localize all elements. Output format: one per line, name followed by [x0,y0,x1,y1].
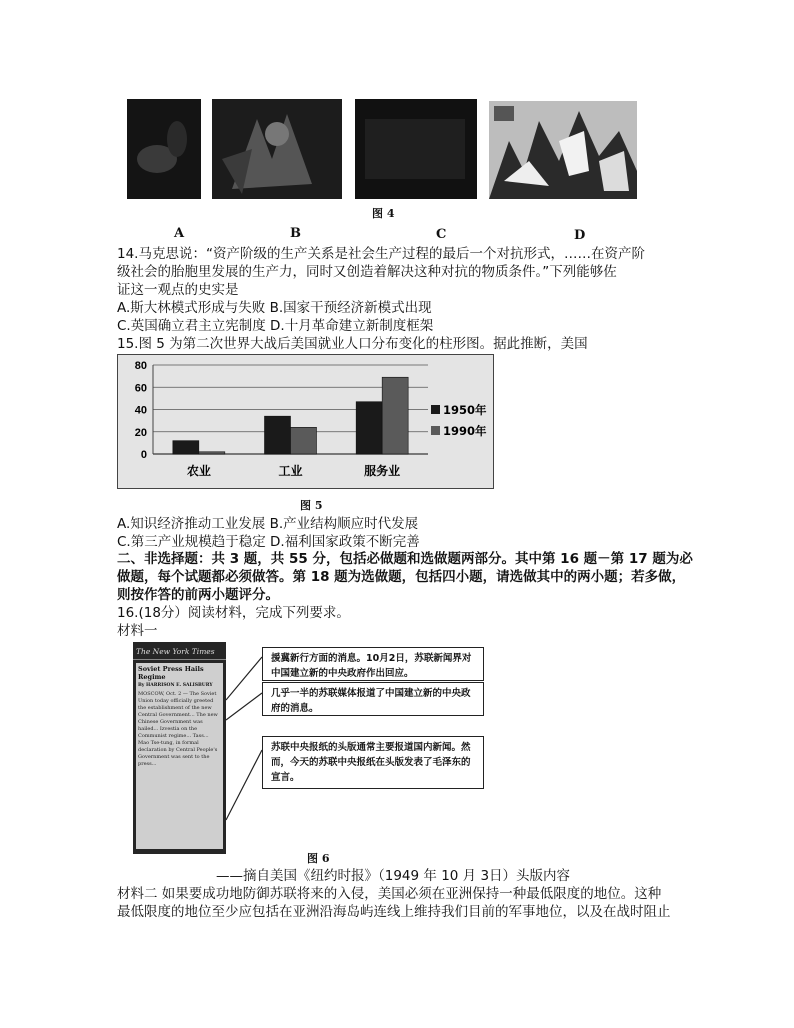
fig4-label-c: C [436,227,447,242]
q14-option-ab: A.斯大林模式形成与失败 B.国家干预经济新模式出现 [117,300,432,316]
q16-stem: 16.(18分）阅读材料，完成下列要求。 [117,605,350,621]
legend-swatch [431,426,440,435]
bar [173,441,199,454]
q15-option-ab: A.知识经济推动工业发展 B.产业结构顺应时代发展 [117,516,419,532]
callout-connectors [226,645,266,845]
fig4-label-d: D [574,228,586,243]
y-tick-label: 20 [134,426,147,439]
section2-line-1: 二、非选择题：共 3 题，共 55 分，包括必做题和选做题两部分。其中第 16 题－第 17 题为必 [117,551,693,567]
x-category-label: 农业 [186,464,211,478]
legend-label: 1950年 [443,403,487,417]
section2-line-2: 做题，每个试题都必须做答。第 18 题为选做题，包括四小题，请选做其中的两小题；若多做， [117,569,686,585]
newspaper-masthead: The New York Times [133,642,226,660]
fig5-chart-svg [118,355,493,488]
y-tick-label: 80 [134,360,147,372]
x-category-label: 工业 [278,464,303,478]
fig6-caption: 图 6 [307,852,330,865]
q14-stem-line-3: 证这一观点的史实是 [117,282,239,298]
q15-stem: 15.图 5 为第二次世界大战后美国就业人口分布变化的柱形图。据此推断，美国 [117,336,588,352]
bar [199,452,225,454]
q14-option-cd: C.英国确立君主立宪制度 D.十月革命建立新制度框架 [117,318,434,334]
bar [265,416,291,454]
fig4-photo-b [212,99,342,199]
callout-3: 苏联中央报纸的头版通常主要报道国内新闻。然而，今天的苏联中央报纸在头版发表了毛泽东的宣言。 [262,736,484,789]
q15-option-cd: C.第三产业规模趋于稳定 D.福利国家政策不断完善 [117,534,420,550]
newspaper-headline: Soviet Press Hails Regime [138,665,204,681]
q16-source: ——摘自美国《纽约时报》（1949 年 10 月 3日）头版内容 [216,868,571,884]
callout-2: 几乎一半的苏联媒体报道了中国建立新的中央政府的消息。 [262,682,484,716]
section2-line-3: 则按作答的前两小题评分。 [117,587,279,603]
bar [382,377,408,454]
photo-a-texture [127,99,201,199]
fig5-caption: 图 5 [300,499,323,512]
photo-c-texture [355,99,477,199]
callout-1: 援冀新行方面的消息。10月2日，苏联新闻界对中国建立新的中央政府作出回应。 [262,647,484,681]
q16-material2-line-1: 材料二 如果要成功地防御苏联将来的入侵，美国必须在亚洲保持一种最低限度的地位。这种 [117,886,662,902]
legend-swatch [431,405,440,414]
x-category-label: 服务业 [364,464,401,478]
fig5-chart [117,354,494,489]
fig4-photo-d [489,101,637,199]
newspaper-body: MOSCOW, Oct. 2 — The Soviet Union today officially greeted the establishment of the new Central Government... The new Chinese Government was hailed... Izvestia on the Communist regime... Tass... Mao Tse-tung, in formal declaration by Central People's Government was sent to the press... [138,691,218,767]
newspaper-column [136,663,223,849]
bar [356,402,382,454]
fig4-caption: 图 4 [372,207,395,220]
newspaper-clipping [133,642,226,854]
legend-label: 1990年 [443,424,487,438]
q14-stem-line-2: 级社会的胎胞里发展的生产力，同时又创造着解决这种对抗的物质条件。”下列能够佐 [117,264,617,280]
bar [291,427,317,454]
y-tick-label: 0 [140,449,147,461]
y-tick-label: 60 [134,382,147,395]
photo-b-texture [212,99,342,199]
y-tick-label: 40 [134,404,147,417]
photo-d-texture [489,101,637,199]
q16-material1-label: 材料一 [117,623,158,639]
q16-material2-line-2: 最低限度的地位至少应包括在亚洲沿海岛屿连线上维持我们目前的军事地位，以及在战时阻止 [117,904,671,920]
q14-stem-line-1: 14.马克思说：“资产阶级的生产关系是社会生产过程的最后一个对抗形式，……在资产阶 [117,246,645,262]
fig4-label-a: A [174,226,185,241]
fig4-label-b: B [290,226,301,241]
newspaper-byline: By HARRISON E. SALISBURY [138,683,213,688]
fig4-photo-c [355,99,477,199]
fig4-photo-a [127,99,201,199]
